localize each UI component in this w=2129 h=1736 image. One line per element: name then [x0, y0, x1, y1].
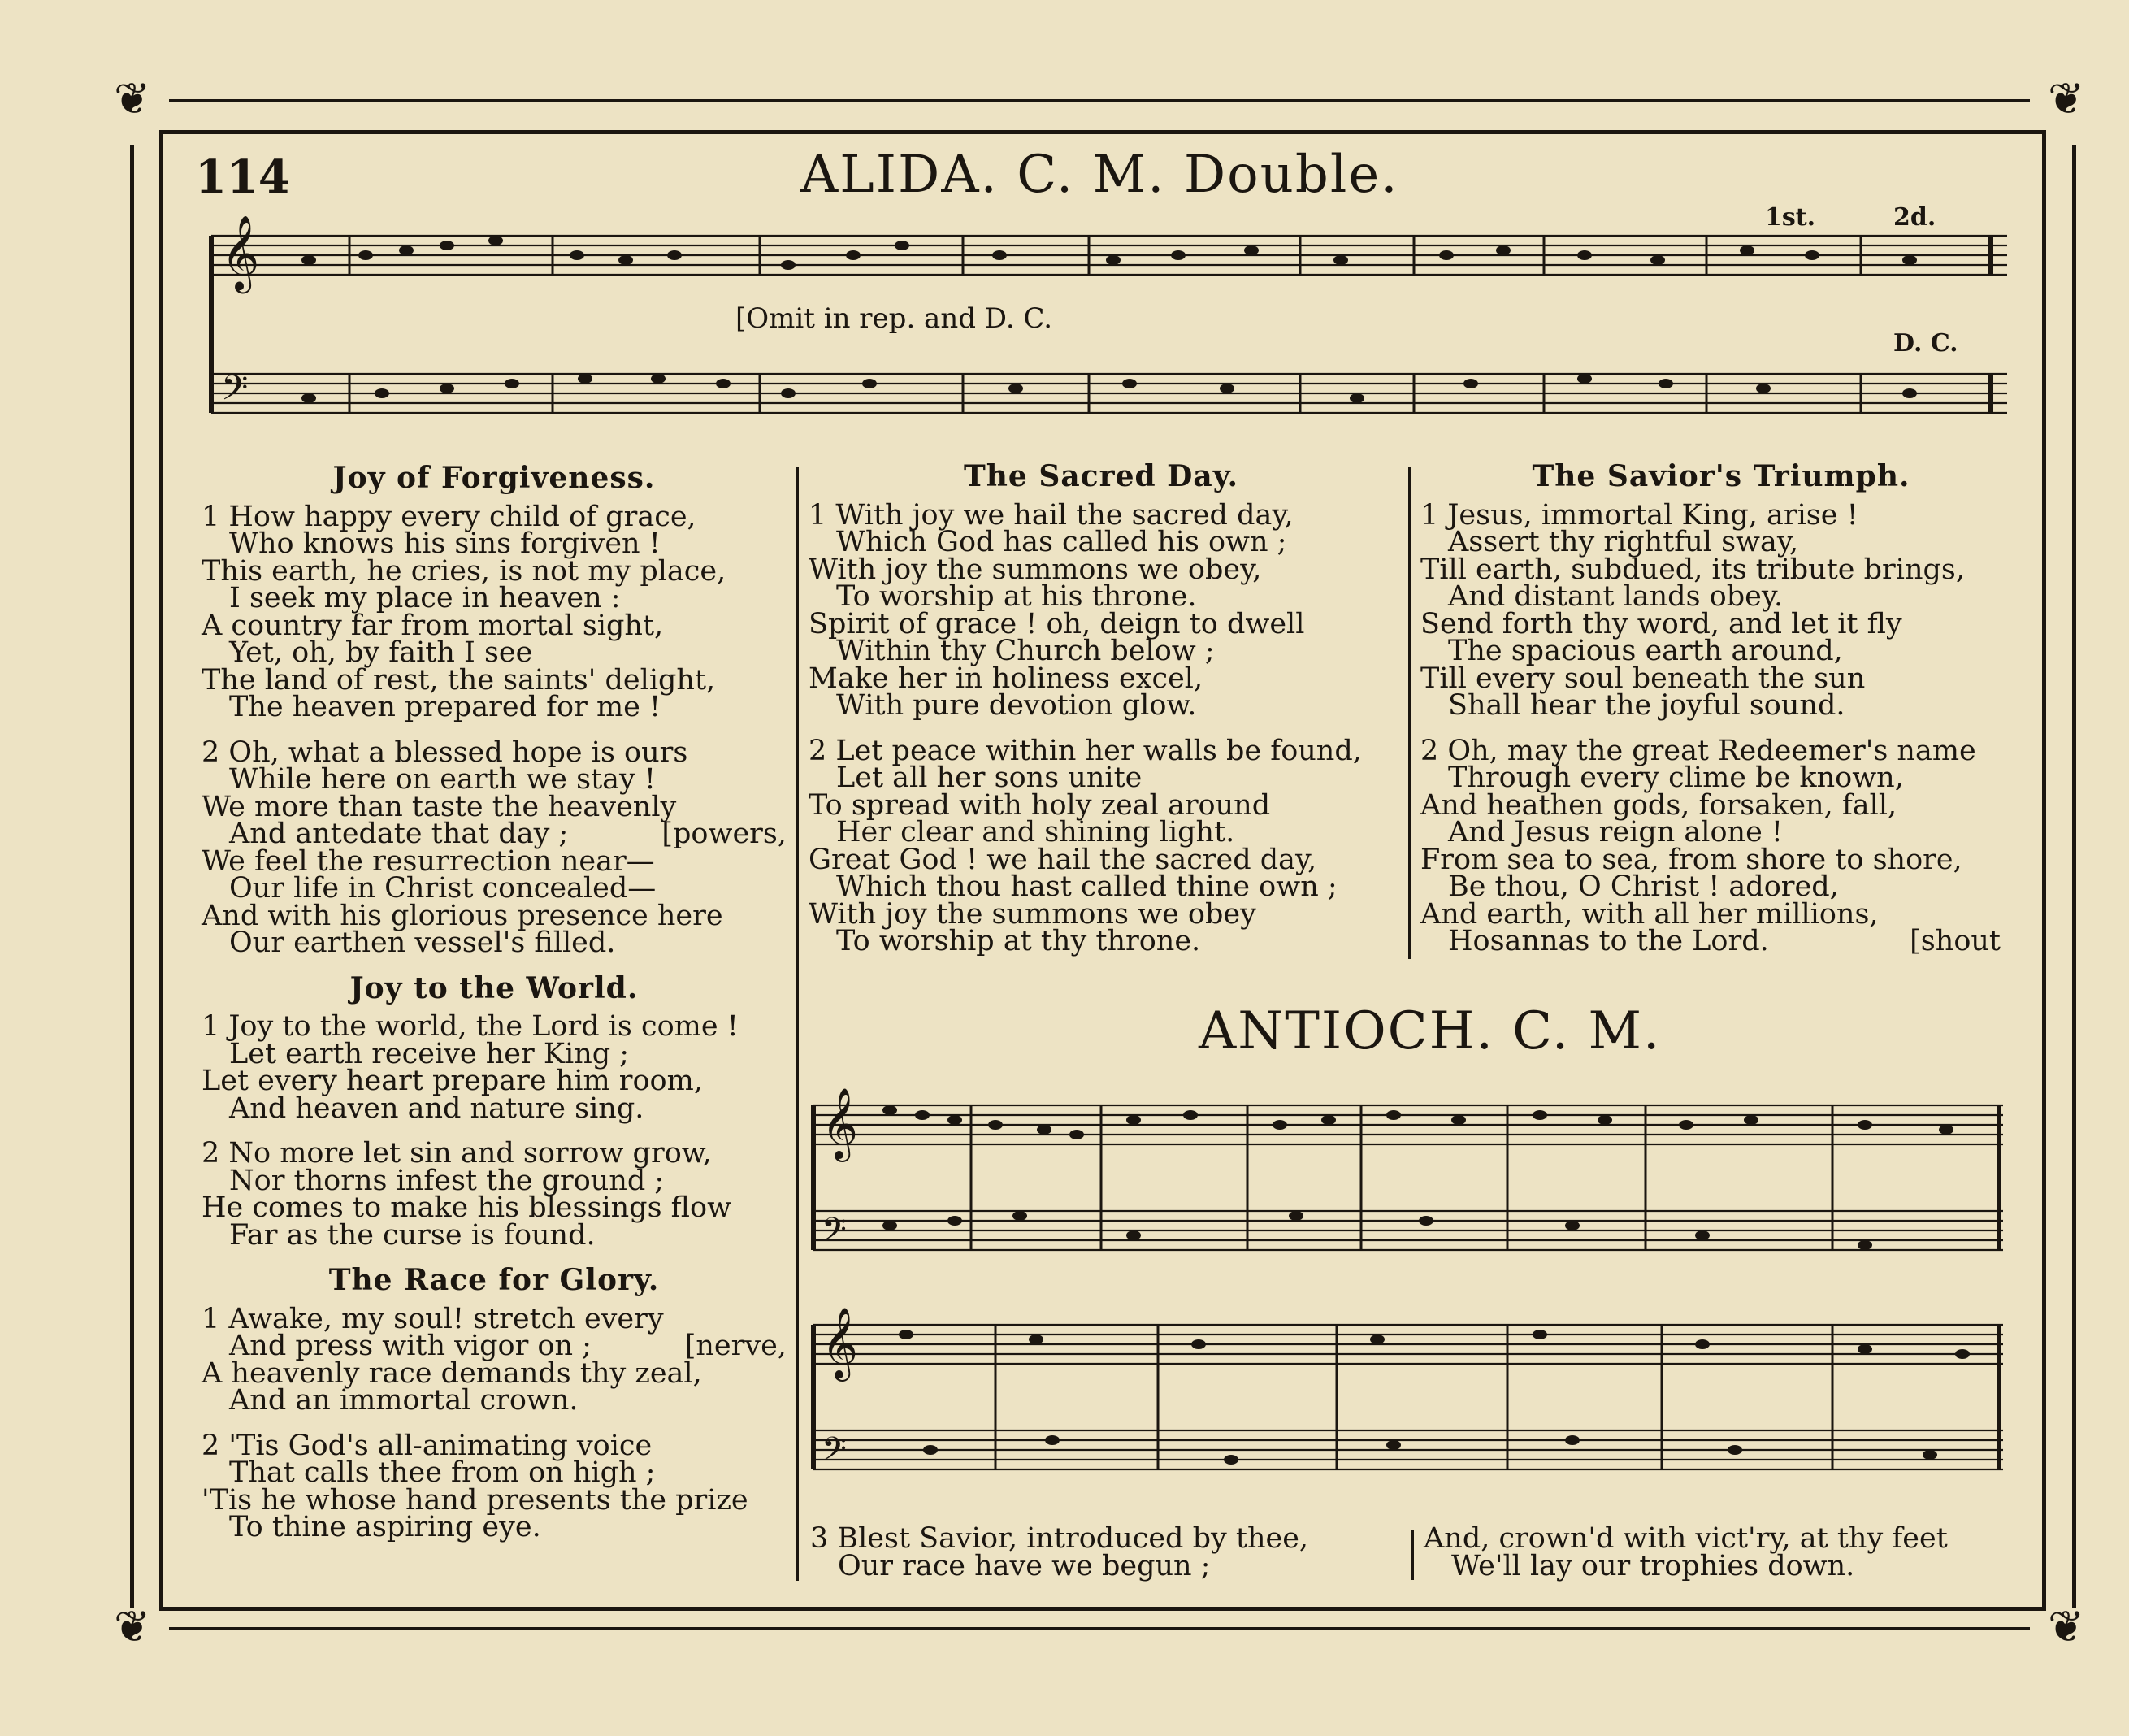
border-right-rule [2072, 145, 2081, 1608]
hymn-title-joy-world: Joy to the World. [349, 970, 639, 1005]
verse-line: And earth, with all her millions, [1420, 897, 1879, 931]
verse [1420, 498, 2022, 722]
verse-line: The spacious earth around, [1448, 635, 1843, 667]
verse-line: We more than taste the heavenly [202, 790, 677, 823]
first-ending-label: 1st. [1765, 203, 1816, 232]
verse-line: Our earthen vessel's filled. [229, 927, 616, 959]
verse-line: And an immortal crown. [229, 1384, 579, 1417]
verse-line: Let every heart prepare him room, [202, 1065, 703, 1097]
svg-text:𝄢: 𝄢 [822, 1430, 847, 1476]
verse-line: With joy the summons we obey [809, 897, 1256, 931]
verse-line: To worship at thy throne. [836, 925, 1201, 957]
verse [202, 1010, 787, 1125]
verse-line: Which thou hast called thine own ; [836, 870, 1338, 903]
overflow-word: [shout [1910, 925, 2001, 957]
verse-line: 2 No more let sin and sorrow grow, [202, 1137, 712, 1170]
verse-line: 3 Blest Savior, introduced by thee, [810, 1522, 1309, 1555]
verse-line: A country far from mortal sight, [202, 609, 664, 642]
tune-title-antioch: ANTIOCH. C. M. [1199, 1001, 1662, 1061]
verse-line: 1 Awake, my soul! stretch every [202, 1302, 664, 1335]
border-top-rule [169, 99, 2030, 107]
verse-line: Within thy Church below ; [836, 635, 1215, 667]
verse-line: Great God ! we hail the sacred day, [809, 843, 1317, 876]
second-ending-label: 2d. [1893, 203, 1936, 232]
omit-note: [Omit in rep. and D. C. [735, 302, 1053, 335]
verse [202, 1429, 787, 1543]
column-right [1420, 459, 2022, 974]
verse-line: We feel the resurrection near— [202, 844, 655, 878]
verse-line: To thine aspiring eye. [229, 1511, 541, 1543]
hymn-title-sacred-day: The Sacred Day. [963, 459, 1239, 493]
column-left [202, 461, 787, 1560]
verse-line: And, crown'd with vict'ry, at thy feet [1424, 1522, 1948, 1555]
verse-line: Make her in holiness excel, [809, 662, 1203, 695]
verse-line: 2 'Tis God's all-animating voice [202, 1429, 653, 1462]
verse-line: Nor thorns infest the ground ; [229, 1164, 665, 1197]
column-divider [1408, 467, 1411, 959]
overflow-word: [powers, [661, 818, 787, 850]
svg-text:𝄢: 𝄢 [822, 1211, 847, 1256]
verse-line: With pure devotion glow. [836, 689, 1197, 722]
verse-line: We'll lay our trophies down. [1451, 1549, 1855, 1582]
column-divider [1411, 1530, 1414, 1580]
verse-line: Our life in Christ concealed— [229, 872, 657, 905]
verse-line: 2 Let peace within her walls be found, [809, 734, 1362, 767]
verse-line: A heavenly race demands thy zeal, [202, 1356, 702, 1390]
corner-ornament-icon: ❦ [114, 1601, 151, 1652]
verse-line: And antedate that day ; [229, 818, 569, 850]
svg-text:𝄢: 𝄢 [221, 368, 249, 417]
verse [202, 1302, 787, 1417]
verse-line: Far as the curse is found. [229, 1218, 596, 1252]
verse-line: Let earth receive her King ; [229, 1037, 630, 1070]
verse-line: With joy the summons we obey, [809, 553, 1262, 586]
verse-line: Yet, oh, by faith I see [229, 636, 533, 669]
border-bottom-rule [169, 1627, 2030, 1635]
column-divider [796, 467, 799, 1581]
antioch-verse-left [810, 1522, 1395, 1582]
verse-line: 1 With joy we hail the sacred day, [809, 498, 1294, 532]
verse-line: Let all her sons unite [836, 762, 1143, 794]
hymn-title-savior-triumph: The Savior's Triumph. [1532, 459, 1910, 493]
verse-line: Be thou, O Christ ! adored, [1448, 870, 1839, 903]
hymn-title-race-glory: The Race for Glory. [328, 1263, 660, 1297]
verse-line: Send forth thy word, and let it fly [1420, 607, 1902, 640]
svg-text:𝄞: 𝄞 [822, 1087, 858, 1159]
overflow-word: [nerve, [684, 1330, 787, 1362]
verse-line: Assert thy rightful sway, [1448, 526, 1799, 558]
verse-line: And press with vigor on ; [229, 1330, 592, 1362]
verse-line: 'Tis he whose hand presents the prize [202, 1483, 748, 1517]
verse-line: And distant lands obey. [1448, 580, 1784, 613]
tune-title-alida: ALIDA. C. M. Double. [800, 145, 1399, 205]
verse [202, 1137, 787, 1252]
corner-ornament-icon: ❦ [2048, 1601, 2085, 1652]
verse [1420, 734, 2022, 957]
verse [202, 500, 787, 723]
svg-text:𝄞: 𝄞 [221, 215, 260, 290]
verse-line: This earth, he cries, is not my place, [202, 554, 726, 588]
verse-line: The land of rest, the saints' delight, [202, 663, 716, 697]
verse-line: Who knows his sins forgiven ! [229, 527, 661, 560]
verse-line: While here on earth we stay ! [229, 763, 656, 796]
verse-line: That calls thee from on high ; [229, 1456, 656, 1489]
corner-ornament-icon: ❦ [2048, 73, 2085, 124]
verse-line: And with his glorious presence here [202, 899, 723, 932]
hymn-title-joy-forgiveness: Joy of Forgiveness. [332, 461, 656, 495]
verse-line: Spirit of grace ! oh, deign to dwell [809, 607, 1305, 640]
verse-line: And Jesus reign alone ! [1448, 816, 1783, 848]
verse-line: Which God has called his own ; [836, 526, 1287, 558]
verse-line: 2 Oh, what a blessed hope is ours [202, 736, 688, 769]
verse-line: Through every clime be known, [1448, 762, 1904, 794]
column-middle [809, 459, 1394, 974]
page-number: 114 [195, 150, 290, 204]
border-left-rule [130, 145, 139, 1608]
verse-line: He comes to make his blessings flow [202, 1191, 732, 1224]
antioch-verse-right [1424, 1522, 2025, 1582]
verse-line: To spread with holy zeal around [809, 788, 1271, 822]
verse [202, 736, 787, 959]
svg-text:𝄞: 𝄞 [822, 1306, 858, 1378]
verse-line: Hosannas to the Lord. [1448, 925, 1769, 957]
verse-line: And heaven and nature sing. [229, 1092, 644, 1125]
verse-line: Till every soul beneath the sun [1420, 662, 1866, 695]
verse-line: 1 How happy every child of grace, [202, 500, 696, 533]
verse-line: I seek my place in heaven : [229, 582, 621, 614]
verse [809, 734, 1394, 957]
antioch-score [809, 1073, 2019, 1512]
verse-line: Our race have we begun ; [838, 1549, 1211, 1582]
verse-line: 1 Jesus, immortal King, arise ! [1420, 498, 1858, 532]
corner-ornament-icon: ❦ [114, 73, 151, 124]
verse-line: To worship at his throne. [836, 580, 1197, 613]
verse-line: Shall hear the joyful sound. [1448, 689, 1845, 722]
verse-line: And heathen gods, forsaken, fall, [1420, 788, 1897, 822]
verse [809, 498, 1394, 722]
alida-score [203, 195, 2015, 455]
dc-mark: D. C. [1893, 329, 1958, 358]
verse-line: From sea to sea, from shore to shore, [1420, 843, 1962, 876]
verse-line: Her clear and shining light. [836, 816, 1235, 848]
verse-line: 2 Oh, may the great Redeemer's name [1420, 734, 1976, 767]
verse-line: 1 Joy to the world, the Lord is come ! [202, 1010, 739, 1043]
verse-line: Till earth, subdued, its tribute brings, [1420, 553, 1965, 586]
verse-line: The heaven prepared for me ! [229, 691, 661, 723]
